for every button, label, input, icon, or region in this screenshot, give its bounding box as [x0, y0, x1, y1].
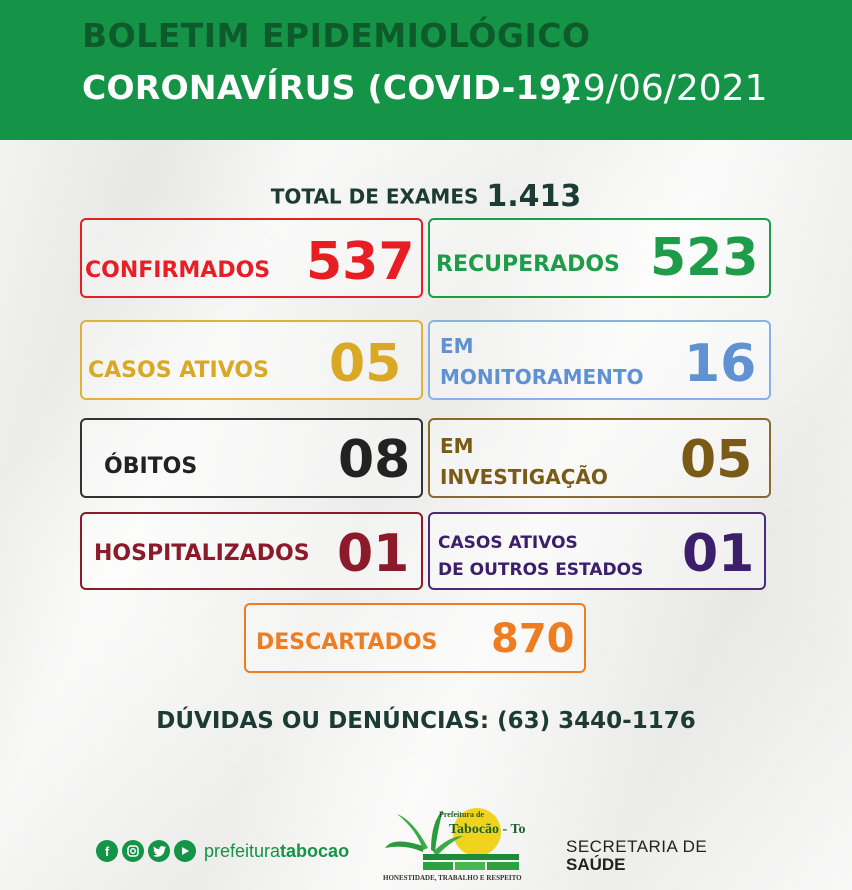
- monitoramento-label-line2: MONITORAMENTO: [440, 365, 644, 389]
- bulletin-subtitle: CORONAVÍRUS (COVID-19): [82, 68, 578, 107]
- recuperados-label: RECUPERADOS: [436, 252, 620, 277]
- facebook-icon[interactable]: f: [96, 840, 118, 862]
- total-exams: [0, 179, 852, 214]
- card-confirmados: [80, 218, 423, 298]
- casos-ativos-label: CASOS ATIVOS: [88, 358, 269, 383]
- confirmados-value: 537: [306, 232, 415, 292]
- bulletin-title: BOLETIM EPIDEMIOLÓGICO: [82, 16, 591, 55]
- monitoramento-label-line1: EM: [440, 334, 474, 358]
- card-monitoramento: [428, 320, 771, 400]
- card-obitos: [80, 418, 423, 498]
- total-exams-label: TOTAL DE EXAMES: [270, 184, 479, 209]
- obitos-label: ÓBITOS: [104, 454, 198, 479]
- secretaria-line2: SAÚDE: [566, 854, 626, 874]
- obitos-value: 08: [338, 430, 411, 490]
- confirmados-label: CONFIRMADOS: [85, 258, 271, 283]
- instagram-icon[interactable]: [122, 840, 144, 862]
- prefeitura-logo: [383, 806, 526, 886]
- card-outros-estados: [428, 512, 766, 590]
- hospitalizados-label: HOSPITALIZADOS: [94, 541, 310, 566]
- investigacao-value: 05: [680, 430, 753, 490]
- casos-ativos-value: 05: [329, 334, 402, 394]
- handle-bold: tabocao: [280, 840, 350, 861]
- monitoramento-value: 16: [684, 334, 757, 394]
- card-descartados: [244, 603, 586, 673]
- twitter-icon[interactable]: [148, 840, 170, 862]
- social-handle[interactable]: [204, 841, 349, 862]
- card-casos-ativos: [80, 320, 423, 400]
- card-investigacao: [428, 418, 771, 498]
- logo-motto: HONESTIDADE, TRABALHO E RESPEITO: [383, 874, 522, 882]
- bulletin-date: 29/06/2021: [560, 68, 768, 109]
- descartados-label: DESCARTADOS: [256, 630, 438, 655]
- investigacao-label-line2: INVESTIGAÇÃO: [440, 465, 608, 489]
- youtube-icon[interactable]: [174, 840, 196, 862]
- handle-prefix: prefeitura: [204, 840, 281, 861]
- logo-top-text: Prefeitura de: [439, 810, 484, 819]
- contact-line: DÚVIDAS OU DENÚNCIAS: (63) 3440-1176: [156, 708, 696, 734]
- logo-name: Tabocão - To: [449, 822, 526, 837]
- outros-estados-label-line2: DE OUTROS ESTADOS: [438, 560, 644, 580]
- outros-estados-value: 01: [682, 524, 755, 584]
- header-banner: [0, 0, 852, 140]
- outros-estados-label-line1: CASOS ATIVOS: [438, 533, 578, 553]
- descartados-value: 870: [491, 616, 575, 662]
- investigacao-label-line1: EM: [440, 434, 474, 458]
- card-recuperados: [428, 218, 771, 298]
- secretaria-label: [566, 838, 707, 874]
- social-links: [96, 840, 349, 862]
- card-hospitalizados: [80, 512, 423, 590]
- hospitalizados-value: 01: [337, 524, 410, 584]
- recuperados-value: 523: [650, 228, 759, 288]
- secretaria-line1: SECRETARIA DE: [566, 837, 708, 856]
- total-exams-value: 1.413: [486, 179, 582, 214]
